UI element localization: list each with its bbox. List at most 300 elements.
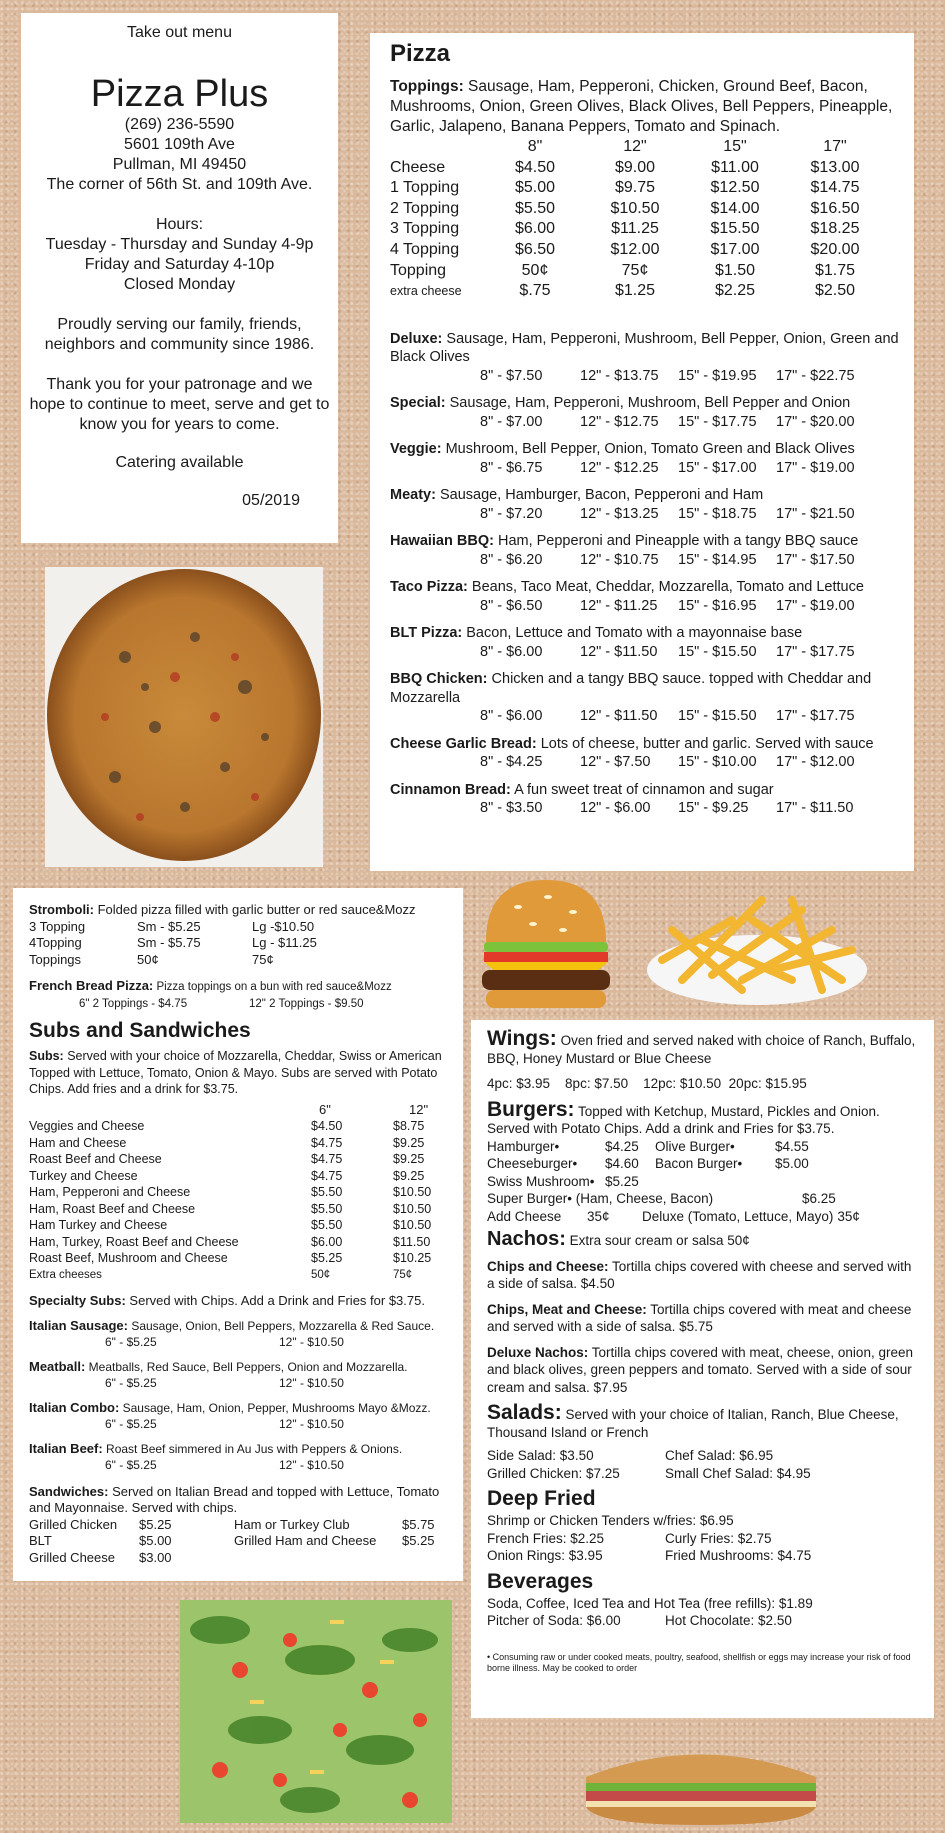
salad-item: Grilled Chicken: $7.25: [487, 1465, 620, 1481]
specialty-pizza: [390, 486, 904, 523]
sub-name: Ham and Cheese: [29, 1135, 127, 1150]
salad-table: [487, 1447, 922, 1482]
pizza-grid-price: $6.50: [514, 240, 556, 258]
add-cheese: Add Cheese: [487, 1208, 562, 1224]
specialty-prices: [390, 597, 904, 616]
nacho-item: [487, 1258, 922, 1293]
specialty-price: 12" - $11.50: [580, 708, 658, 725]
nacho-item: [487, 1301, 922, 1336]
specialty-sub-6: 6" - $5.25: [105, 1335, 157, 1349]
specialty-desc-line: [390, 394, 904, 413]
subs-title: Subs and Sandwiches: [29, 1019, 251, 1042]
specialty-desc: Sausage, Ham, Pepperoni, Mushroom, Bell Pepper, Onion, Green and Black Olives: [390, 330, 899, 366]
nacho-desc: Tortilla chips covered with cheese and served with a side of salsa. $4.50: [487, 1258, 912, 1291]
specialty-desc-line: [390, 532, 904, 551]
specialty-price: 17" - $21.50: [776, 505, 855, 522]
pizza-grid-price: $16.50: [810, 199, 860, 217]
specialty-name: BLT Pizza:: [390, 625, 463, 642]
specialty-sub: [29, 1359, 451, 1392]
stromboli-lg: 75¢: [252, 951, 274, 967]
specialty-sub-text: Roast Beef simmered in Au Jus with Peppers & Onions.: [102, 1441, 403, 1456]
stromboli-row: [29, 919, 451, 936]
burger-price-2: $5.00: [775, 1156, 809, 1171]
subs-size-6: 6": [319, 1101, 331, 1117]
pizza-grid-price: 50¢: [521, 261, 549, 279]
specialty-prices: [390, 367, 904, 386]
specialty-price: 15" - $17.75: [678, 413, 757, 430]
specialty-sub-12: 12" - $10.50: [279, 1376, 344, 1390]
specialty-sub-desc: [29, 1359, 451, 1376]
burger-table: [487, 1138, 922, 1191]
subs-desc: [29, 1048, 451, 1098]
pizza-grid-price: $12.50: [710, 179, 760, 197]
specialty-sub-desc: [29, 1400, 451, 1417]
specialty-price: 15" - $19.95: [678, 367, 757, 384]
pizza-size-2: 15": [723, 138, 747, 155]
pizza-grid-price: $4.50: [514, 158, 556, 176]
sub-row: [29, 1267, 451, 1284]
burger-name: Hamburger•: [487, 1138, 560, 1154]
sandwich-row: [29, 1517, 451, 1534]
restaurant-name: Pizza Plus: [90, 73, 269, 115]
sub-row: [29, 1118, 451, 1135]
burger-name-2: [655, 1173, 775, 1191]
sub-name: Ham, Pepperoni and Cheese: [29, 1185, 191, 1199]
stromboli-sm: Sm - $5.25: [137, 918, 201, 934]
specialty-name: Cinnamon Bread:: [390, 781, 511, 798]
sub-price-6: 50¢: [311, 1268, 331, 1281]
specialty-price: 12" - $11.50: [580, 643, 658, 660]
sub-price-12: $8.75: [393, 1119, 425, 1133]
specialty-name: Deluxe:: [390, 330, 443, 347]
specialty-desc: Chicken and a tangy BBQ sauce. topped with Cheddar and Mozzarella: [390, 671, 872, 706]
specialty-sub-text: Meatballs, Red Sauce, Bell Peppers, Onion and Mozzarella.: [85, 1359, 408, 1374]
city: Pullman, MI 49450: [112, 156, 247, 173]
specialty-desc: Bacon, Lettuce and Tomato with a mayonnaise base: [462, 625, 803, 642]
wings-prices: 4pc: $3.95 8pc: $7.50 12pc: $10.50 20pc: $15.95: [487, 1076, 807, 1091]
sub-name: Ham, Roast Beef and Cheese: [29, 1201, 196, 1216]
specialty-price: 12" - $11.25: [580, 597, 658, 614]
sub-price-12: 75¢: [393, 1268, 413, 1281]
specialty-pizza: [390, 624, 904, 661]
specialty-price: 17" - $22.75: [776, 367, 855, 384]
burgers-desc: Topped with Ketchup, Mustard, Pickles and Onion. Served with Potato Chips. Add a drink and Fries for $3.75.: [487, 1103, 880, 1136]
sub-price-6: $4.75: [311, 1152, 343, 1166]
fried-item: Onion Rings: $3.95: [487, 1548, 603, 1563]
sub-price-12: $10.50: [393, 1218, 432, 1232]
specialty-subs: [29, 1293, 451, 1310]
pizza-grid-price: $11.00: [711, 158, 759, 176]
specialty-sub-name: Italian Sausage:: [29, 1317, 128, 1333]
sub-price-6: $5.50: [311, 1201, 343, 1216]
burger-price: $4.60: [605, 1156, 639, 1171]
specialty-prices: [390, 799, 904, 818]
sub-row: [29, 1135, 451, 1152]
pizza-grid-row: [390, 281, 904, 302]
address: 5601 109th Ave: [124, 136, 235, 153]
stromboli-item: Toppings: [29, 951, 82, 967]
pizza-grid-row: [390, 158, 904, 179]
pizza-grid-price: $20.00: [810, 240, 860, 258]
specialty-price: 17" - $17.75: [776, 643, 855, 660]
pizza-grid-row: [390, 240, 904, 261]
specialty-desc-line: [390, 440, 904, 459]
specialty-pizza: [390, 330, 904, 386]
specialty-price: 8" - $7.00: [480, 413, 543, 430]
sandwiches-desc: Served on Italian Bread and topped with Lettuce, Tomato and Mayonnaise. Served with chips.: [29, 1483, 440, 1515]
wings: [487, 1027, 922, 1067]
specialty-desc-line: [390, 670, 904, 707]
sandwich-table: [29, 1517, 451, 1567]
specialty-price: 17" - $20.00: [776, 413, 855, 430]
salads: [487, 1401, 922, 1441]
pizza-grid-price: $5.00: [514, 179, 556, 197]
pizza-grid-price: $18.25: [810, 220, 860, 238]
specialty-desc-line: [390, 330, 904, 367]
pizza-grid-label: Cheese: [390, 158, 446, 176]
fried-item-2: Curly Fries: $2.75: [665, 1530, 772, 1546]
nacho-item: [487, 1344, 922, 1397]
pizza-grid-price: $6.00: [514, 220, 556, 238]
specialty-name: Veggie:: [390, 441, 442, 458]
toppings-label: Toppings:: [390, 78, 464, 95]
specialty-price: 17" - $17.50: [776, 551, 855, 568]
addons-row: [487, 1208, 922, 1226]
specialty-name: Taco Pizza:: [390, 579, 468, 596]
sub-price-12: $9.25: [393, 1135, 425, 1150]
specialty-price: 8" - $6.75: [480, 459, 543, 476]
burger-name-2: Olive Burger•: [655, 1138, 735, 1154]
pizza-grid-price: $1.25: [614, 282, 656, 300]
deluxe-price: 35¢: [837, 1208, 860, 1224]
specialty-price: 17" - $17.75: [776, 708, 855, 725]
bev-line: Soda, Coffee, Iced Tea and Hot Tea (free refills): $1.89: [487, 1595, 813, 1611]
specialty-label: Specialty Subs:: [29, 1293, 126, 1308]
specialty-price: 17" - $19.00: [776, 459, 855, 476]
burger-row: [487, 1138, 922, 1156]
specialty-sub-prices: [29, 1375, 451, 1392]
pizza-grid-price: $2.50: [814, 282, 856, 300]
french-bread: [29, 978, 451, 996]
specialty-prices: [390, 707, 904, 726]
nacho-name: Deluxe Nachos:: [487, 1344, 589, 1360]
specialty-sub-12: 12" - $10.50: [279, 1335, 344, 1349]
sub-price-12: $10.50: [393, 1185, 432, 1199]
specialty-price: 12" - $6.00: [580, 800, 651, 817]
specialty-sub-prices: [29, 1457, 451, 1474]
specialty-sub-12: 12" - $10.50: [279, 1417, 344, 1431]
sub-price-12: $11.50: [393, 1234, 431, 1249]
specialty-price: 15" - $9.25: [678, 800, 749, 817]
specialty-desc-line: [390, 735, 904, 754]
right-panel: [471, 1020, 934, 1718]
pizza-grid-label: 4 Topping: [390, 240, 460, 258]
salad-item: Side Salad: $3.50: [487, 1448, 594, 1463]
specialty-price: 15" - $14.95: [678, 551, 757, 568]
specialty-desc-line: [390, 486, 904, 505]
nacho-name: Chips and Cheese:: [487, 1258, 609, 1274]
specialty-pizza: [390, 532, 904, 569]
stromboli-item: 3 Topping: [29, 918, 86, 934]
stromboli-lg: Lg -$10.50: [252, 918, 315, 934]
specialty-desc: Ham, Pepperoni and Pineapple with a tangy BBQ sauce: [493, 533, 859, 550]
pizza-grid-price: $15.50: [710, 220, 760, 238]
pizza-grid-price: $14.00: [710, 199, 760, 217]
pizza-grid-price: $9.75: [614, 179, 656, 197]
fried-item-2: Fried Mushrooms: $4.75: [665, 1548, 812, 1563]
specialty-prices: [390, 505, 904, 524]
sub-price-12: $9.25: [393, 1152, 425, 1166]
subs-label: Subs:: [29, 1049, 64, 1063]
specialty-sub-text: Sausage, Onion, Bell Peppers, Mozzarella & Red Sauce.: [127, 1318, 435, 1333]
nacho-desc: Tortilla chips covered with meat and cheese and served with a side of salsa. $5.75: [487, 1301, 912, 1334]
specialty-desc: Lots of cheese, butter and garlic. Served with sauce: [536, 735, 874, 752]
pizza-grid-row: [390, 219, 904, 240]
sandwich-name: Grilled Cheese: [29, 1549, 115, 1565]
specialty-price: 8" - $6.00: [480, 643, 543, 660]
stromboli: [29, 902, 451, 919]
pizza-grid-price: $5.50: [514, 199, 556, 217]
salad-row: [487, 1447, 922, 1465]
specialty-sub: [29, 1400, 451, 1433]
pizza-grid-label: extra cheese: [390, 284, 462, 299]
specialty-sub-6: 6" - $5.25: [105, 1458, 157, 1472]
specialty-pizza: [390, 440, 904, 477]
specialty-desc: Sausage, Ham, Pepperoni, Mushroom, Bell Pepper and Onion: [445, 395, 851, 412]
takeout-label: Take out menu: [127, 24, 232, 41]
pizza-grid-price: $2.25: [714, 282, 756, 300]
sandwich-name-2: Ham or Turkey Club: [234, 1516, 350, 1532]
sub-row: [29, 1201, 451, 1218]
french-label: French Bread Pizza:: [29, 978, 154, 993]
hours-title: Hours:: [155, 216, 204, 233]
french-desc: Pizza toppings on a bun with red sauce&Mozz: [153, 981, 392, 993]
salads-title: Salads:: [487, 1401, 562, 1424]
specialty-sub-6: 6" - $5.25: [105, 1417, 157, 1431]
specialty-name: Cheese Garlic Bread:: [390, 735, 537, 752]
pizza-grid-label: 3 Topping: [390, 220, 460, 238]
pizza-size-1: 12": [623, 138, 647, 155]
specialty-name: Special:: [390, 395, 446, 412]
french-price-6: 6" 2 Toppings - $4.75: [79, 997, 188, 1010]
specialty-desc: Mushroom, Bell Pepper, Onion, Tomato Green and Black Olives: [441, 441, 855, 458]
specialty-sub-prices: [29, 1334, 451, 1351]
sub-price-6: $5.50: [311, 1218, 343, 1232]
french-price-12: 12" 2 Toppings - $9.50: [249, 997, 364, 1010]
sub-name: Turkey and Cheese: [29, 1168, 138, 1183]
size-spacer: [390, 137, 485, 158]
super-burger-price: $6.25: [802, 1191, 836, 1206]
pizza-grid-price: $14.75: [810, 179, 860, 197]
french-prices: [29, 996, 451, 1013]
burger-price: $5.25: [605, 1173, 639, 1189]
specialty-sub-name: Italian Beef:: [29, 1440, 103, 1456]
stromboli-desc: Folded pizza filled with garlic butter or red sauce&Mozz: [94, 902, 416, 917]
pizza-panel: [370, 33, 914, 871]
stromboli-label: Stromboli:: [29, 902, 94, 917]
sandwich-row: [29, 1533, 451, 1550]
specialty-sub-text: Sausage, Ham, Onion, Pepper, Mushrooms Mayo &Mozz.: [119, 1400, 431, 1415]
specialty-sub-name: Italian Combo:: [29, 1399, 120, 1415]
sub-row: [29, 1151, 451, 1168]
stromboli-item: 4Topping: [29, 935, 82, 950]
pizza-grid-row: [390, 199, 904, 220]
bev-title: Beverages: [487, 1569, 594, 1593]
sub-row: [29, 1234, 451, 1251]
burger-name: Swiss Mushroom•: [487, 1173, 595, 1189]
subs-panel: [13, 888, 463, 1581]
sub-price-6: $5.25: [311, 1251, 343, 1265]
specialty-sub: [29, 1318, 451, 1351]
burger-row: [487, 1173, 922, 1191]
pizza-grid-price: $9.00: [614, 158, 656, 176]
sub-name: Ham Turkey and Cheese: [29, 1218, 168, 1232]
salads-desc: Served with your choice of Italian, Ranch, Blue Cheese, Thousand Island or French: [487, 1407, 899, 1440]
sub-row: [29, 1217, 451, 1234]
stromboli-row: [29, 952, 451, 969]
specialty-pizza: [390, 735, 904, 772]
stromboli-row: [29, 935, 451, 952]
fried-line: Shrimp or Chicken Tenders w/fries: $6.95: [487, 1513, 734, 1528]
sandwich-price: $5.25: [139, 1516, 172, 1532]
disclaimer: • Consuming raw or under cooked meats, poultry, seafood, shellfish or eggs may increase your risk of food borne illness. May be cooked to order: [487, 1651, 911, 1673]
specialty-prices: [390, 643, 904, 662]
specialty-price: 8" - $6.50: [480, 597, 543, 614]
sub-price-6: $4.75: [311, 1135, 343, 1150]
specialty-price: 8" - $6.20: [480, 551, 543, 568]
burger-price: $4.25: [605, 1138, 639, 1154]
specialty-price: 12" - $13.75: [580, 367, 659, 384]
sandwich-name-2: Grilled Ham and Cheese: [234, 1533, 377, 1548]
sub-price-12: $10.25: [393, 1251, 432, 1265]
bev-row: [487, 1612, 922, 1630]
specialty-price: 15" - $16.95: [678, 597, 757, 614]
specialty-sub-12: 12" - $10.50: [279, 1458, 344, 1472]
burgers-title: Burgers:: [487, 1097, 575, 1121]
pizza-grid-row: [390, 178, 904, 199]
specialty-prices: [390, 413, 904, 432]
burger-name: Cheeseburger•: [487, 1156, 578, 1171]
salad-row: [487, 1465, 922, 1483]
sub-price-6: $6.00: [311, 1234, 343, 1249]
burger-name-2: Bacon Burger•: [655, 1156, 743, 1171]
specialty-sub-6: 6" - $5.25: [105, 1376, 157, 1390]
pizza-grid-row: [390, 261, 904, 282]
pizza-size-0: 8": [527, 138, 543, 155]
specialty-sub-prices: [29, 1416, 451, 1433]
specialty-price: 12" - $10.75: [580, 551, 659, 568]
specialty-list: [29, 1318, 451, 1474]
sandwiches: [29, 1484, 451, 1517]
specialty-price: 12" - $12.75: [580, 413, 659, 430]
specialty-name: Meaty:: [390, 487, 436, 504]
serving-text: Proudly serving our family, friends, neighbors and community since 1986.: [44, 316, 315, 353]
fried-row: [487, 1547, 922, 1565]
specialty-price: 15" - $18.75: [678, 505, 757, 522]
stromboli-lg: Lg - $11.25: [252, 935, 317, 950]
specialty-sub: [29, 1441, 451, 1474]
pizza-grid-label: Topping: [390, 261, 447, 279]
fried-table: [487, 1530, 922, 1565]
sandwiches-label: Sandwiches:: [29, 1483, 109, 1499]
pizza-grid-price: $10.50: [610, 199, 660, 217]
specialty-price: 8" - $4.25: [480, 754, 543, 771]
info-panel: [21, 13, 338, 543]
pizza-price-grid: [390, 137, 904, 302]
nacho-name: Chips, Meat and Cheese:: [487, 1301, 647, 1317]
catering-text: Catering available: [115, 454, 244, 471]
pizza-grid-price: $1.75: [814, 261, 856, 279]
thanks-text: Thank you for your patronage and we hope to continue to meet, serve and get to know you for years to come.: [29, 376, 330, 433]
specialty-sub-desc: [29, 1441, 451, 1458]
wings-title: Wings:: [487, 1027, 557, 1050]
sandwich-name: BLT: [29, 1533, 52, 1548]
pizza-grid-label: 2 Topping: [390, 199, 460, 217]
sub-name: Roast Beef and Cheese: [29, 1152, 162, 1166]
sub-name: Ham, Turkey, Roast Beef and Cheese: [29, 1234, 239, 1249]
specialty-pizza: [390, 781, 904, 818]
pizza-toppings: [390, 77, 904, 137]
specialty-price: 15" - $15.50: [678, 708, 757, 725]
subs-desc-text: Served with your choice of Mozzarella, Cheddar, Swiss or American Topped with Lettuce, Tomato, Onion & Mayo. Subs are served with Potato Chips. Add fries and a drink for $3.75.: [29, 1049, 442, 1096]
specialty-sub-desc: [29, 1318, 451, 1335]
specialty-desc: Sausage, Hamburger, Bacon, Pepperoni and Ham: [435, 487, 764, 504]
specialty-price: 8" - $7.50: [480, 367, 543, 384]
specialty-desc: Served with Chips. Add a Drink and Fries for $3.75.: [125, 1293, 425, 1308]
pizza-grid-price: $13.00: [810, 158, 860, 176]
sandwich-price-2: $5.75: [402, 1516, 435, 1532]
nacho-desc: Tortilla chips covered with meat, cheese, onion, green and black olives, green peppers and tomato. Served with a side of sour cream and salsa. $7.95: [487, 1344, 913, 1395]
sub-price-12: $9.25: [393, 1168, 425, 1183]
sub-row: [29, 1184, 451, 1201]
sub-row: [29, 1168, 451, 1185]
sandwich-price: $5.00: [139, 1533, 172, 1548]
sub-row: [29, 1250, 451, 1267]
specialty-desc: Beans, Taco Meat, Cheddar, Mozzarella, Tomato and Lettuce: [467, 579, 864, 596]
burger-price-2: $4.55: [775, 1138, 809, 1154]
sub-price-6: $4.50: [311, 1119, 343, 1133]
pizza-grid-price: 75¢: [621, 261, 649, 279]
specialty-price: 15" - $15.50: [678, 643, 757, 660]
specialty-price: 8" - $3.50: [480, 800, 543, 817]
sub-price-6: $5.50: [311, 1185, 343, 1199]
specialty-prices: [390, 753, 904, 772]
specialty-price: 17" - $12.00: [776, 754, 855, 771]
specialty-name: BBQ Chicken:: [390, 671, 488, 688]
sandwich-row: [29, 1550, 451, 1567]
specialty-price: 15" - $10.00: [678, 754, 757, 771]
stromboli-sm: 50¢: [137, 951, 159, 967]
hours-line-3: Closed Monday: [123, 276, 236, 293]
salad-item-2: Small Chef Salad: $4.95: [665, 1465, 811, 1481]
fries-photo: [642, 880, 872, 1010]
fried-row: [487, 1530, 922, 1548]
specialty-prices: [390, 459, 904, 478]
specialty-price: 12" - $13.25: [580, 505, 659, 522]
deluxe-addon: Deluxe (Tomato, Lettuce, Mayo): [642, 1208, 834, 1224]
specialty-price: 15" - $17.00: [678, 459, 757, 476]
pizza-grid-price: $11.25: [611, 220, 659, 238]
phone: (269) 236-5590: [124, 116, 235, 133]
pizza-size-3: 17": [823, 138, 847, 155]
super-burger: Super Burger• (Ham, Cheese, Bacon): [487, 1191, 714, 1206]
specialty-price: 8" - $7.20: [480, 505, 543, 522]
sandwich-name: Grilled Chicken: [29, 1516, 118, 1532]
pizza-grid-price: $1.50: [714, 261, 756, 279]
hours-line-2: Friday and Saturday 4-10p: [84, 256, 275, 273]
hours-line-1: Tuesday - Thursday and Sunday 4-9p: [45, 236, 314, 253]
nachos: [487, 1228, 922, 1250]
